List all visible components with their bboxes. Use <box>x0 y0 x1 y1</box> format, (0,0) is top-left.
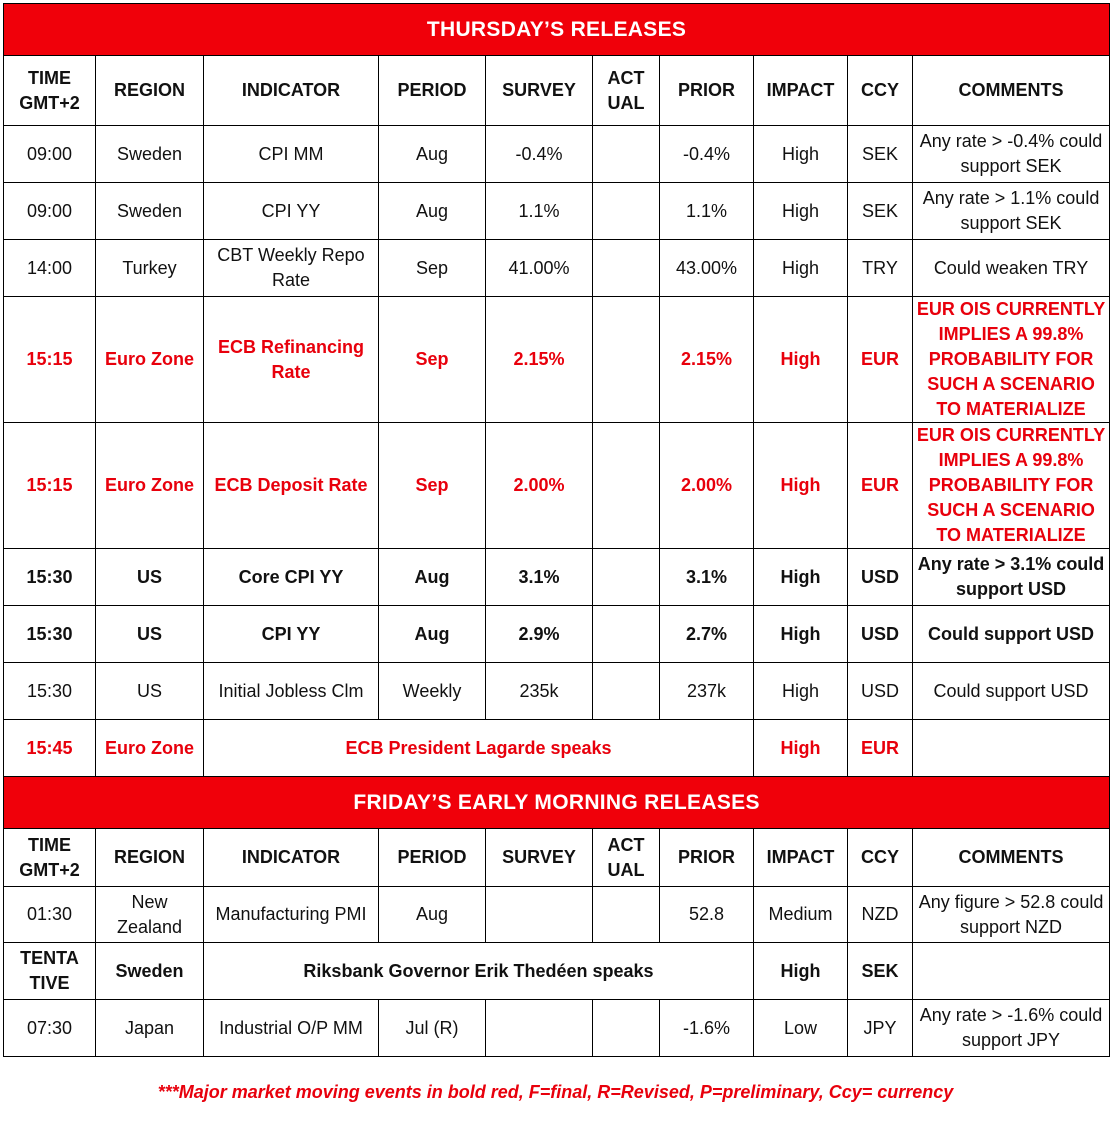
header-comments: COMMENTS <box>913 56 1110 126</box>
cell-region: US <box>96 663 204 720</box>
thursday-banner-row <box>4 4 1110 56</box>
event-row <box>4 943 1110 1000</box>
cell-survey: 41.00% <box>486 240 593 297</box>
cell-ccy: NZD <box>848 887 913 943</box>
cell-ccy: EUR <box>848 423 913 549</box>
cell-period: Aug <box>379 126 486 183</box>
header-survey: SURVEY <box>486 829 593 887</box>
cell-impact: High <box>754 663 848 720</box>
event-ccy: SEK <box>848 943 913 1000</box>
cell-time: 15:30 <box>4 549 96 606</box>
cell-region: New Zealand <box>96 887 204 943</box>
cell-region: US <box>96 549 204 606</box>
cell-indicator: Industrial O/P MM <box>204 1000 379 1057</box>
cell-indicator: CPI MM <box>204 126 379 183</box>
cell-actual <box>593 126 660 183</box>
cell-survey: 2.9% <box>486 606 593 663</box>
cell-region: Euro Zone <box>96 423 204 549</box>
thursday-title: THURSDAY’S RELEASES <box>4 4 1110 56</box>
cell-actual <box>593 549 660 606</box>
cell-period: Sep <box>379 240 486 297</box>
cell-time: 15:30 <box>4 663 96 720</box>
cell-ccy: TRY <box>848 240 913 297</box>
header-time: TIME GMT+2 <box>4 829 96 887</box>
table-row <box>4 663 1110 720</box>
cell-ccy: EUR <box>848 297 913 423</box>
cell-time: 07:30 <box>4 1000 96 1057</box>
cell-prior: -1.6% <box>660 1000 754 1057</box>
cell-ccy: SEK <box>848 126 913 183</box>
event-impact: High <box>754 943 848 1000</box>
header-actual: ACT UAL <box>593 829 660 887</box>
cell-indicator: CBT Weekly Repo Rate <box>204 240 379 297</box>
friday-header-row <box>4 829 1110 887</box>
cell-comments: Could weaken TRY <box>913 240 1110 297</box>
cell-actual <box>593 663 660 720</box>
cell-prior: -0.4% <box>660 126 754 183</box>
cell-indicator: Initial Jobless Clm <box>204 663 379 720</box>
cell-time: 15:15 <box>4 297 96 423</box>
header-region: REGION <box>96 56 204 126</box>
friday-banner-row <box>4 777 1110 829</box>
cell-region: Euro Zone <box>96 297 204 423</box>
cell-impact: High <box>754 423 848 549</box>
friday-title: FRIDAY’S EARLY MORNING RELEASES <box>4 777 1110 829</box>
cell-prior: 2.15% <box>660 297 754 423</box>
table-row <box>4 240 1110 297</box>
header-ccy: CCY <box>848 829 913 887</box>
header-impact: IMPACT <box>754 56 848 126</box>
cell-time: 15:15 <box>4 423 96 549</box>
event-ccy: EUR <box>848 720 913 777</box>
releases-table <box>3 3 1110 1057</box>
cell-impact: High <box>754 240 848 297</box>
cell-comments: Any rate > -1.6% could support JPY <box>913 1000 1110 1057</box>
cell-period: Sep <box>379 297 486 423</box>
cell-survey: 2.00% <box>486 423 593 549</box>
cell-indicator: Core CPI YY <box>204 549 379 606</box>
event-time: 15:45 <box>4 720 96 777</box>
cell-region: US <box>96 606 204 663</box>
cell-impact: High <box>754 126 848 183</box>
cell-actual <box>593 1000 660 1057</box>
table-row-highlight <box>4 297 1110 423</box>
header-period: PERIOD <box>379 56 486 126</box>
cell-actual <box>593 606 660 663</box>
cell-period: Sep <box>379 423 486 549</box>
cell-time: 15:30 <box>4 606 96 663</box>
event-comments <box>913 720 1110 777</box>
header-survey: SURVEY <box>486 56 593 126</box>
cell-indicator: ECB Deposit Rate <box>204 423 379 549</box>
header-period: PERIOD <box>379 829 486 887</box>
header-prior: PRIOR <box>660 829 754 887</box>
cell-period: Weekly <box>379 663 486 720</box>
cell-survey: -0.4% <box>486 126 593 183</box>
cell-survey <box>486 1000 593 1057</box>
event-row <box>4 720 1110 777</box>
cell-impact: Medium <box>754 887 848 943</box>
table-row-highlight <box>4 423 1110 549</box>
header-indicator: INDICATOR <box>204 829 379 887</box>
cell-comments: Any rate > 1.1% could support SEK <box>913 183 1110 240</box>
cell-survey: 3.1% <box>486 549 593 606</box>
header-comments: COMMENTS <box>913 829 1110 887</box>
header-indicator: INDICATOR <box>204 56 379 126</box>
header-actual: ACT UAL <box>593 56 660 126</box>
cell-period: Aug <box>379 606 486 663</box>
cell-time: 01:30 <box>4 887 96 943</box>
cell-impact: High <box>754 183 848 240</box>
cell-comments: Any rate > -0.4% could support SEK <box>913 126 1110 183</box>
cell-comments: EUR OIS CURRENTLY IMPLIES A 99.8% PROBABILITY FOR SUCH A SCENARIO TO MATERIALIZE <box>913 297 1110 423</box>
cell-impact: High <box>754 549 848 606</box>
cell-period: Aug <box>379 549 486 606</box>
event-description: ECB President Lagarde speaks <box>204 720 754 777</box>
header-prior: PRIOR <box>660 56 754 126</box>
calendar-frame <box>3 3 1109 1057</box>
cell-impact: Low <box>754 1000 848 1057</box>
footnote: ***Major market moving events in bold red, F=final, R=Revised, P=preliminary, Ccy= currency <box>157 1082 954 1102</box>
header-impact: IMPACT <box>754 829 848 887</box>
cell-prior: 3.1% <box>660 549 754 606</box>
cell-region: Sweden <box>96 183 204 240</box>
cell-region: Japan <box>96 1000 204 1057</box>
cell-period: Aug <box>379 887 486 943</box>
cell-region: Turkey <box>96 240 204 297</box>
cell-comments: EUR OIS CURRENTLY IMPLIES A 99.8% PROBABILITY FOR SUCH A SCENARIO TO MATERIALIZE <box>913 423 1110 549</box>
table-row <box>4 606 1110 663</box>
cell-time: 09:00 <box>4 183 96 240</box>
cell-prior: 237k <box>660 663 754 720</box>
cell-ccy: JPY <box>848 1000 913 1057</box>
thursday-header-row <box>4 56 1110 126</box>
cell-impact: High <box>754 606 848 663</box>
event-impact: High <box>754 720 848 777</box>
cell-impact: High <box>754 297 848 423</box>
event-region: Sweden <box>96 943 204 1000</box>
cell-indicator: CPI YY <box>204 606 379 663</box>
cell-prior: 2.00% <box>660 423 754 549</box>
event-comments <box>913 943 1110 1000</box>
cell-actual <box>593 887 660 943</box>
cell-ccy: USD <box>848 663 913 720</box>
table-row <box>4 183 1110 240</box>
cell-prior: 1.1% <box>660 183 754 240</box>
table-row <box>4 1000 1110 1057</box>
cell-indicator: CPI YY <box>204 183 379 240</box>
cell-survey <box>486 887 593 943</box>
event-time: TENTA TIVE <box>4 943 96 1000</box>
cell-ccy: USD <box>848 549 913 606</box>
cell-survey: 1.1% <box>486 183 593 240</box>
event-region: Euro Zone <box>96 720 204 777</box>
cell-period: Aug <box>379 183 486 240</box>
cell-prior: 52.8 <box>660 887 754 943</box>
cell-actual <box>593 240 660 297</box>
cell-time: 09:00 <box>4 126 96 183</box>
cell-ccy: SEK <box>848 183 913 240</box>
table-row <box>4 549 1110 606</box>
cell-survey: 2.15% <box>486 297 593 423</box>
cell-comments: Could support USD <box>913 606 1110 663</box>
cell-actual <box>593 183 660 240</box>
cell-survey: 235k <box>486 663 593 720</box>
cell-indicator: Manufacturing PMI <box>204 887 379 943</box>
table-row <box>4 887 1110 943</box>
table-row <box>4 126 1110 183</box>
cell-comments: Any rate > 3.1% could support USD <box>913 549 1110 606</box>
cell-prior: 2.7% <box>660 606 754 663</box>
header-time: TIME GMT+2 <box>4 56 96 126</box>
header-ccy: CCY <box>848 56 913 126</box>
cell-actual <box>593 423 660 549</box>
cell-actual <box>593 297 660 423</box>
header-region: REGION <box>96 829 204 887</box>
cell-comments: Any figure > 52.8 could support NZD <box>913 887 1110 943</box>
cell-region: Sweden <box>96 126 204 183</box>
event-description: Riksbank Governor Erik Thedéen speaks <box>204 943 754 1000</box>
cell-time: 14:00 <box>4 240 96 297</box>
cell-prior: 43.00% <box>660 240 754 297</box>
cell-period: Jul (R) <box>379 1000 486 1057</box>
cell-comments: Could support USD <box>913 663 1110 720</box>
cell-ccy: USD <box>848 606 913 663</box>
cell-indicator: ECB Refinancing Rate <box>204 297 379 423</box>
